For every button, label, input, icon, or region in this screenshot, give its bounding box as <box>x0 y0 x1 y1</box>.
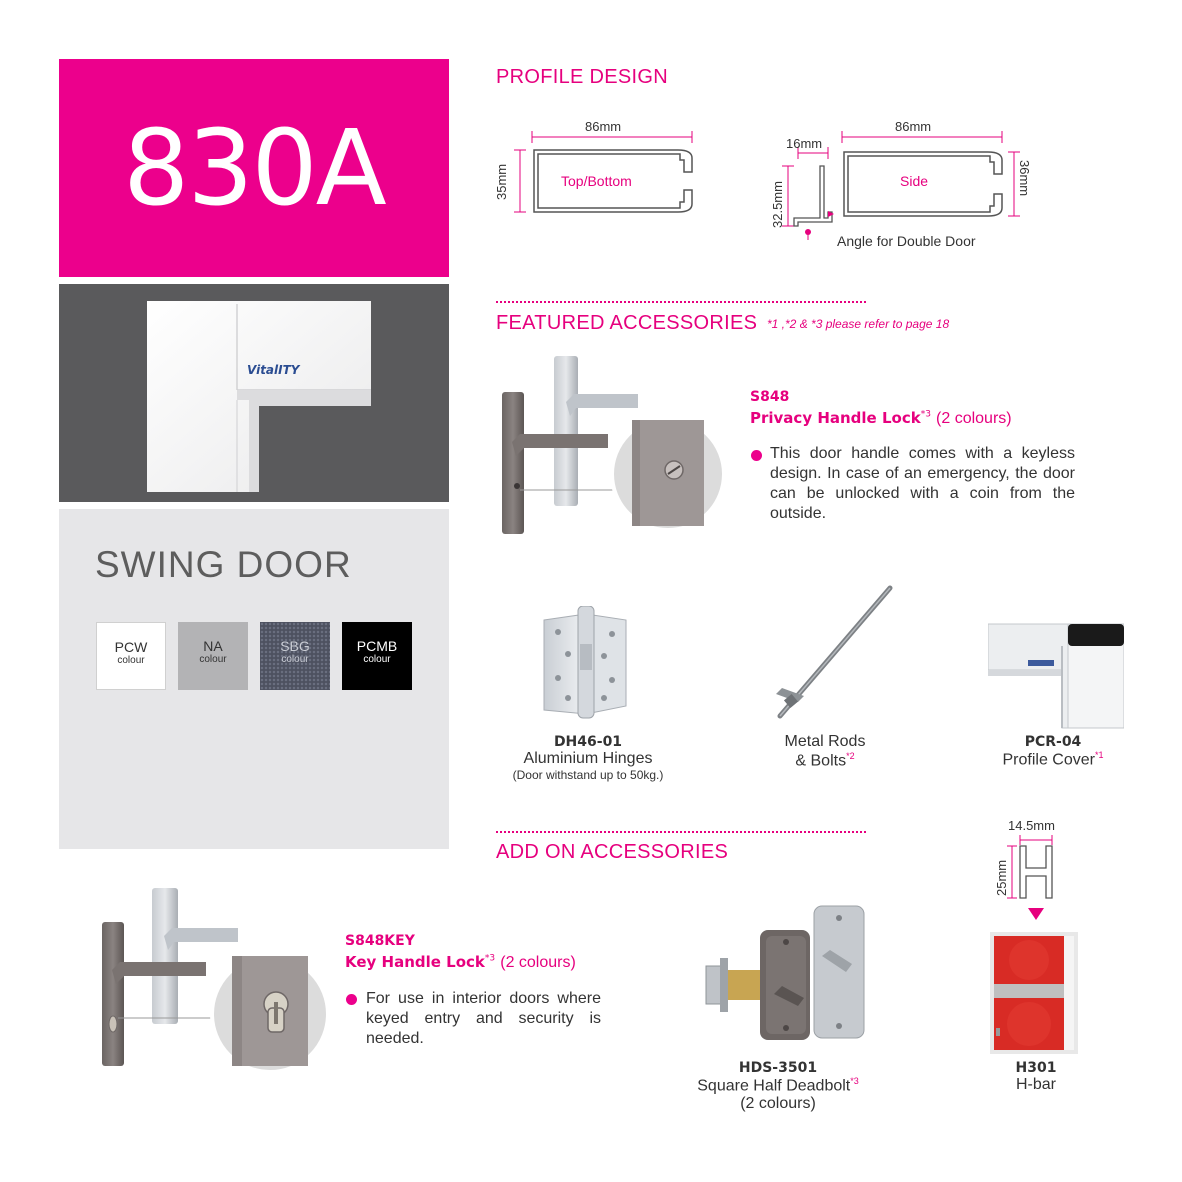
addon-divider <box>496 831 866 833</box>
top-bottom-height-label: 35mm <box>494 163 509 200</box>
profile-corner-image <box>59 284 449 502</box>
cover-block <box>978 734 1128 769</box>
s848key-sup: *3 <box>484 953 496 964</box>
s848key-bullet <box>346 994 357 1005</box>
deadbolt-sup: *3 <box>850 1076 859 1086</box>
metal-rods-image <box>768 584 898 724</box>
swatch-sub: colour <box>363 654 391 665</box>
deadbolt-code: HDS-3501 <box>738 1060 818 1076</box>
top-bottom-profile-label: Top/Bottom <box>561 173 632 189</box>
h-bar-block <box>990 1060 1082 1094</box>
square-half-deadbolt-image <box>704 900 870 1050</box>
cover-name-wrap <box>978 750 1128 769</box>
brand-logo: VitalITY <box>247 363 300 377</box>
top-bottom-profile-drawing <box>496 120 706 220</box>
profile-cover-image <box>988 622 1124 732</box>
hinges-block <box>488 734 688 782</box>
hinges-note: (Door withstand up to 50kg.) <box>512 768 664 782</box>
s848-description: This door handle comes with a keyless design. In case of an emergency, the door can be unlocked with a coin from the outside. <box>770 445 1075 522</box>
s848key-code: S848KEY <box>345 933 415 949</box>
colour-swatch-pcw <box>96 622 166 690</box>
swatch-code: PCMB <box>356 638 398 654</box>
h-bar-code: H301 <box>1015 1060 1057 1076</box>
s848key-description: For use in interior doors where keyed entry and security is needed. <box>366 990 601 1047</box>
deadbolt-block <box>680 1060 876 1113</box>
h-bar-name: H-bar <box>1015 1076 1056 1093</box>
key-handle-lock-image <box>96 884 336 1074</box>
aluminium-hinges-image <box>540 606 630 721</box>
rods-block <box>760 733 890 770</box>
cover-sup: *1 <box>1094 750 1104 760</box>
profile-corner-photo <box>59 284 449 502</box>
s848-title <box>750 408 1012 428</box>
swatch-sub: colour <box>117 655 145 666</box>
rods-line2-wrap <box>760 751 890 770</box>
deadbolt-name-wrap <box>680 1076 876 1095</box>
h-bar-width-label: 14.5mm <box>1008 818 1055 833</box>
swing-door-panel <box>59 509 449 849</box>
side-height-label: 36mm <box>1017 160 1032 197</box>
top-bottom-width-label: 86mm <box>585 119 622 134</box>
side-width-label: 86mm <box>895 119 932 134</box>
model-banner <box>59 59 449 277</box>
s848-sup: *3 <box>920 409 931 420</box>
s848-colours: (2 colours) <box>936 410 1012 427</box>
side-profile-label: Side <box>900 173 929 189</box>
deadbolt-name: Square Half Deadbolt <box>697 1077 851 1095</box>
privacy-handle-lock-image <box>496 350 736 540</box>
colour-swatch-sbg <box>260 622 330 690</box>
model-title: 830A <box>123 107 385 229</box>
angle-double-door-label: Angle for Double Door <box>837 233 976 249</box>
swatch-sub: colour <box>281 654 309 665</box>
swing-door-title: SWING DOOR <box>95 544 352 585</box>
featured-divider <box>496 301 866 303</box>
colour-swatch-na <box>178 622 248 690</box>
h-bar-height-label: 25mm <box>994 859 1009 896</box>
footnote-reference: *1 ,*2 & *3 please refer to page 18 <box>767 317 950 331</box>
hinges-name: Aluminium Hinges <box>523 750 653 767</box>
s848-name: Privacy Handle Lock <box>750 409 921 427</box>
rods-line2: & Bolts <box>795 752 847 770</box>
angle-height-label: 32.5mm <box>770 181 785 228</box>
rods-line1: Metal Rods <box>784 733 866 750</box>
h-bar-door-image <box>990 932 1078 1054</box>
deadbolt-colours: (2 colours) <box>740 1095 816 1113</box>
featured-accessories-heading: FEATURED ACCESSORIES <box>496 312 758 334</box>
cover-code: PCR-04 <box>1024 734 1082 750</box>
swatch-code: SBG <box>280 638 310 654</box>
hinges-code: DH46-01 <box>553 734 623 750</box>
profile-design-heading: PROFILE DESIGN <box>496 66 669 88</box>
s848key-title <box>345 952 576 972</box>
angle-width-label: 16mm <box>786 136 823 151</box>
colour-swatch-pcmb <box>342 622 412 690</box>
rods-sup: *2 <box>846 751 855 761</box>
swatch-code: PCW <box>114 639 148 655</box>
swatch-sub: colour <box>199 654 227 665</box>
s848key-name: Key Handle Lock <box>345 953 485 971</box>
h-bar-profile-drawing <box>1000 832 1080 922</box>
swatch-code: NA <box>203 638 223 654</box>
add-on-accessories-heading: ADD ON ACCESSORIES <box>496 841 729 863</box>
s848key-colours: (2 colours) <box>500 954 576 971</box>
s848-code: S848 <box>750 389 790 405</box>
cover-name: Profile Cover <box>1002 751 1095 769</box>
s848-bullet <box>751 450 762 461</box>
